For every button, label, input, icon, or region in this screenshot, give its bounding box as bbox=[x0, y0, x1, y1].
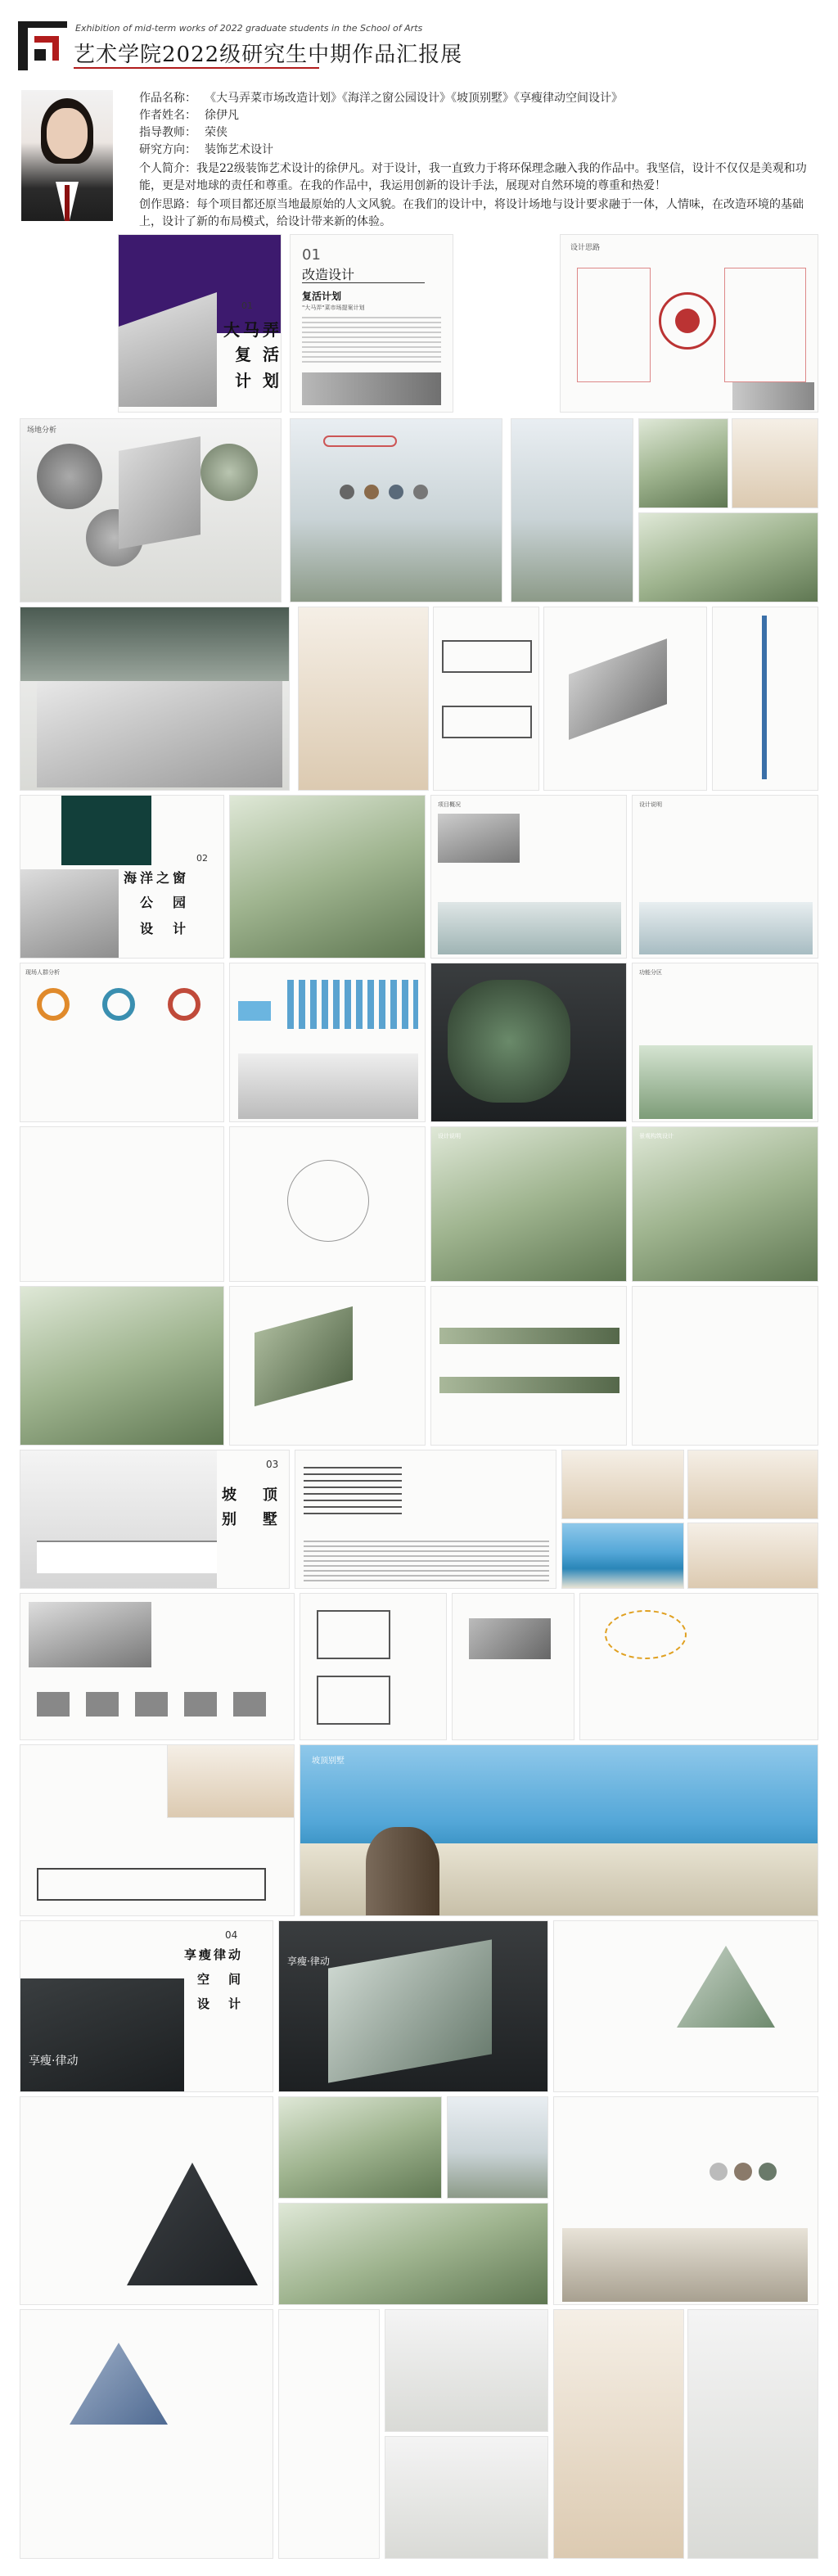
s2-render-e bbox=[430, 1126, 627, 1282]
s3-interior-a bbox=[561, 1450, 684, 1519]
s4-title-char: 瘦 bbox=[199, 1947, 212, 1962]
s1-panel-subtitle2: "大马弄"菜市场提案计划 bbox=[302, 305, 365, 311]
s2-caption-a: 现场人群分析 bbox=[25, 969, 60, 976]
s3-title-char: 墅 bbox=[263, 1511, 277, 1528]
s2-title-char: 海 bbox=[124, 870, 137, 886]
author-profile bbox=[0, 82, 838, 229]
s3-cover-panel bbox=[20, 1450, 290, 1589]
s2-caption-d: 功能分区 bbox=[639, 969, 662, 976]
s1-render-b bbox=[638, 418, 728, 508]
s4-render-c bbox=[278, 2203, 548, 2305]
s4-banner: 享瘦·律动 bbox=[29, 2055, 79, 2068]
info-value: 装饰艺术设计 bbox=[205, 143, 273, 156]
s4-number: 04 bbox=[225, 1929, 238, 1941]
info-value: 徐伊凡 bbox=[205, 109, 239, 122]
s1-section-render bbox=[20, 607, 290, 791]
s4-cover-panel bbox=[20, 1920, 273, 2092]
s2-title-char: 公 bbox=[140, 895, 154, 910]
s2-caption-b: 项目概况 bbox=[438, 801, 461, 808]
title-underline bbox=[74, 67, 319, 69]
s1-title-char: 马 bbox=[243, 320, 259, 340]
s3-text-panel bbox=[295, 1450, 556, 1589]
s2-caption-f: 景观构筑设计 bbox=[639, 1133, 674, 1139]
s4-title-char: 计 bbox=[228, 1996, 241, 2011]
s2-detail-a bbox=[229, 1286, 426, 1446]
s1-panel-text bbox=[302, 317, 441, 366]
s2-title-char: 计 bbox=[173, 921, 187, 936]
s2-title-char: 窗 bbox=[173, 870, 187, 886]
s1-panel-subtitle: 复活计划 bbox=[302, 291, 342, 302]
info-row-direction bbox=[139, 142, 818, 159]
s2-caption-e: 设计说明 bbox=[438, 1133, 461, 1139]
s1-title-char: 计 bbox=[235, 371, 251, 390]
s4-aerial-render bbox=[278, 1920, 548, 2092]
s1-render-d bbox=[638, 512, 818, 602]
s3-facade-render bbox=[167, 1744, 295, 1818]
s2-render-f bbox=[20, 1286, 224, 1446]
s2-cover-panel bbox=[20, 795, 224, 959]
s4-plan-panel bbox=[20, 2096, 273, 2305]
exhibition-subtitle-en: Exhibition of mid-term works of 2022 graduate students in the School of Arts bbox=[75, 23, 423, 34]
s2-detail-b bbox=[430, 1286, 627, 1446]
s1-render-c bbox=[732, 418, 818, 508]
s3-site-panel bbox=[20, 1593, 295, 1740]
s2-number: 02 bbox=[196, 853, 208, 864]
s1-elevation bbox=[433, 607, 539, 791]
s2-analysis-a bbox=[20, 1126, 224, 1282]
s4-title-char: 享 bbox=[184, 1947, 197, 1962]
s4-title-char: 律 bbox=[214, 1947, 227, 1962]
s2-title-char: 园 bbox=[173, 895, 187, 910]
s3-title-char: 顶 bbox=[263, 1487, 277, 1504]
s1-interior-render bbox=[298, 607, 429, 791]
s1-concept-panel bbox=[290, 418, 502, 602]
s2-concept-panel bbox=[632, 795, 818, 959]
exhibition-logo-icon bbox=[18, 21, 67, 70]
s2-intro-panel bbox=[430, 795, 627, 959]
s4-title-char: 动 bbox=[228, 1947, 241, 1962]
s1-axonometric bbox=[543, 607, 707, 791]
info-label: 指导教师： bbox=[139, 126, 196, 139]
s4-banner2: 享瘦·律动 bbox=[287, 1956, 330, 1967]
s3-title-char: 坡 bbox=[222, 1487, 237, 1504]
s2-caption-c: 设计说明 bbox=[639, 801, 662, 808]
s1-cover-panel bbox=[118, 234, 282, 413]
s1-intro-panel bbox=[290, 234, 453, 413]
works-board bbox=[20, 234, 818, 2559]
s4-concept-panel bbox=[553, 1920, 818, 2092]
s4-interior-c bbox=[553, 2309, 684, 2559]
s3-number: 03 bbox=[266, 1459, 279, 1470]
s2-analysis-b bbox=[229, 1126, 426, 1282]
s4-interior-b bbox=[385, 2436, 548, 2559]
s1-caption-left: 场地分析 bbox=[27, 426, 57, 435]
s1-title-char: 弄 bbox=[263, 320, 279, 340]
s2-function-panel bbox=[632, 963, 818, 1122]
s1-site-analysis bbox=[20, 418, 282, 602]
s1-title-char: 大 bbox=[223, 320, 240, 340]
s3-sun-panel bbox=[579, 1593, 818, 1740]
s3-model-panel bbox=[452, 1593, 574, 1740]
s1-panel-number: 01 bbox=[302, 246, 321, 264]
exhibition-title: 艺术学院2022级研究生中期作品汇报展 bbox=[74, 43, 463, 67]
s2-title-char: 设 bbox=[140, 921, 154, 936]
s3-interior-b bbox=[687, 1450, 818, 1519]
s4-diagram-a bbox=[20, 2309, 273, 2559]
s4-title-char: 间 bbox=[228, 1972, 241, 1987]
author-info bbox=[139, 90, 818, 231]
s3-plan-panel bbox=[300, 1593, 447, 1740]
s4-interior-d bbox=[687, 2309, 818, 2559]
info-row-author bbox=[139, 107, 818, 124]
info-row-works bbox=[139, 90, 818, 107]
s2-detail-c bbox=[632, 1286, 818, 1446]
info-row-advisor bbox=[139, 124, 818, 142]
author-portrait bbox=[21, 90, 113, 221]
s4-render-b bbox=[447, 2096, 548, 2199]
s1-panel-title: 改造设计 bbox=[302, 267, 355, 282]
s1-number: 01 bbox=[241, 300, 253, 311]
page-header bbox=[0, 0, 838, 82]
s1-mindmap-panel bbox=[560, 234, 818, 413]
info-label: 作者姓名： bbox=[139, 109, 196, 122]
s4-material-panel bbox=[553, 2096, 818, 2305]
s4-title-char: 空 bbox=[197, 1972, 210, 1987]
info-label: 作品名称： bbox=[139, 92, 196, 105]
s3-hero-render bbox=[300, 1744, 818, 1916]
s4-title-char: 设 bbox=[197, 1996, 210, 2011]
info-value: 《大马弄菜市场改造计划》《海洋之窗公园设计》《坡顶别墅》《享瘦律动空间设计》 bbox=[205, 92, 623, 105]
s2-aerial-render bbox=[229, 795, 426, 959]
s2-crowd-analysis bbox=[20, 963, 224, 1122]
s3-caption: 坡顶别墅 bbox=[312, 1757, 345, 1766]
info-value: 荣侠 bbox=[205, 126, 228, 139]
s3-pool-render bbox=[561, 1523, 684, 1589]
s1-title-char: 活 bbox=[263, 345, 279, 364]
s3-interior-c bbox=[687, 1523, 818, 1589]
s2-site-plan bbox=[430, 963, 627, 1122]
s2-title-char: 洋 bbox=[140, 870, 154, 886]
s1-caption-right: 设计思路 bbox=[570, 244, 601, 252]
s4-render-a bbox=[278, 2096, 442, 2199]
design-idea: 创作思路：每个项目都还原当地最原始的人文风貌。在我们的设计中，将设计场地与设计要求融于一体，人情味，在改造环境的基础上，设计了新的布局模式，给设计带来新的体验。 bbox=[139, 198, 804, 228]
s2-title-char: 之 bbox=[156, 870, 170, 886]
s2-data-panel bbox=[229, 963, 426, 1122]
author-intro: 个人简介：我是22级装饰艺术设计的徐伊凡。对于设计，我一直致力于将环保理念融入我的作品中。我坚信，设计不仅仅是美观和功能，更是对地球的责任和尊重。在我的作品中，我运用创新的设计手法，展现对自然环境的尊重和热爱！ bbox=[139, 162, 807, 192]
s1-title-char: 复 bbox=[235, 345, 251, 364]
s4-diagram-b bbox=[278, 2309, 380, 2559]
s1-title-char: 划 bbox=[263, 371, 279, 390]
s3-title-char: 别 bbox=[222, 1511, 237, 1528]
s2-landscape-panel bbox=[632, 1126, 818, 1282]
s1-route-plan bbox=[712, 607, 818, 791]
info-label: 研究方向： bbox=[139, 143, 196, 156]
s1-render-a bbox=[511, 418, 633, 602]
s4-interior-a bbox=[385, 2309, 548, 2432]
